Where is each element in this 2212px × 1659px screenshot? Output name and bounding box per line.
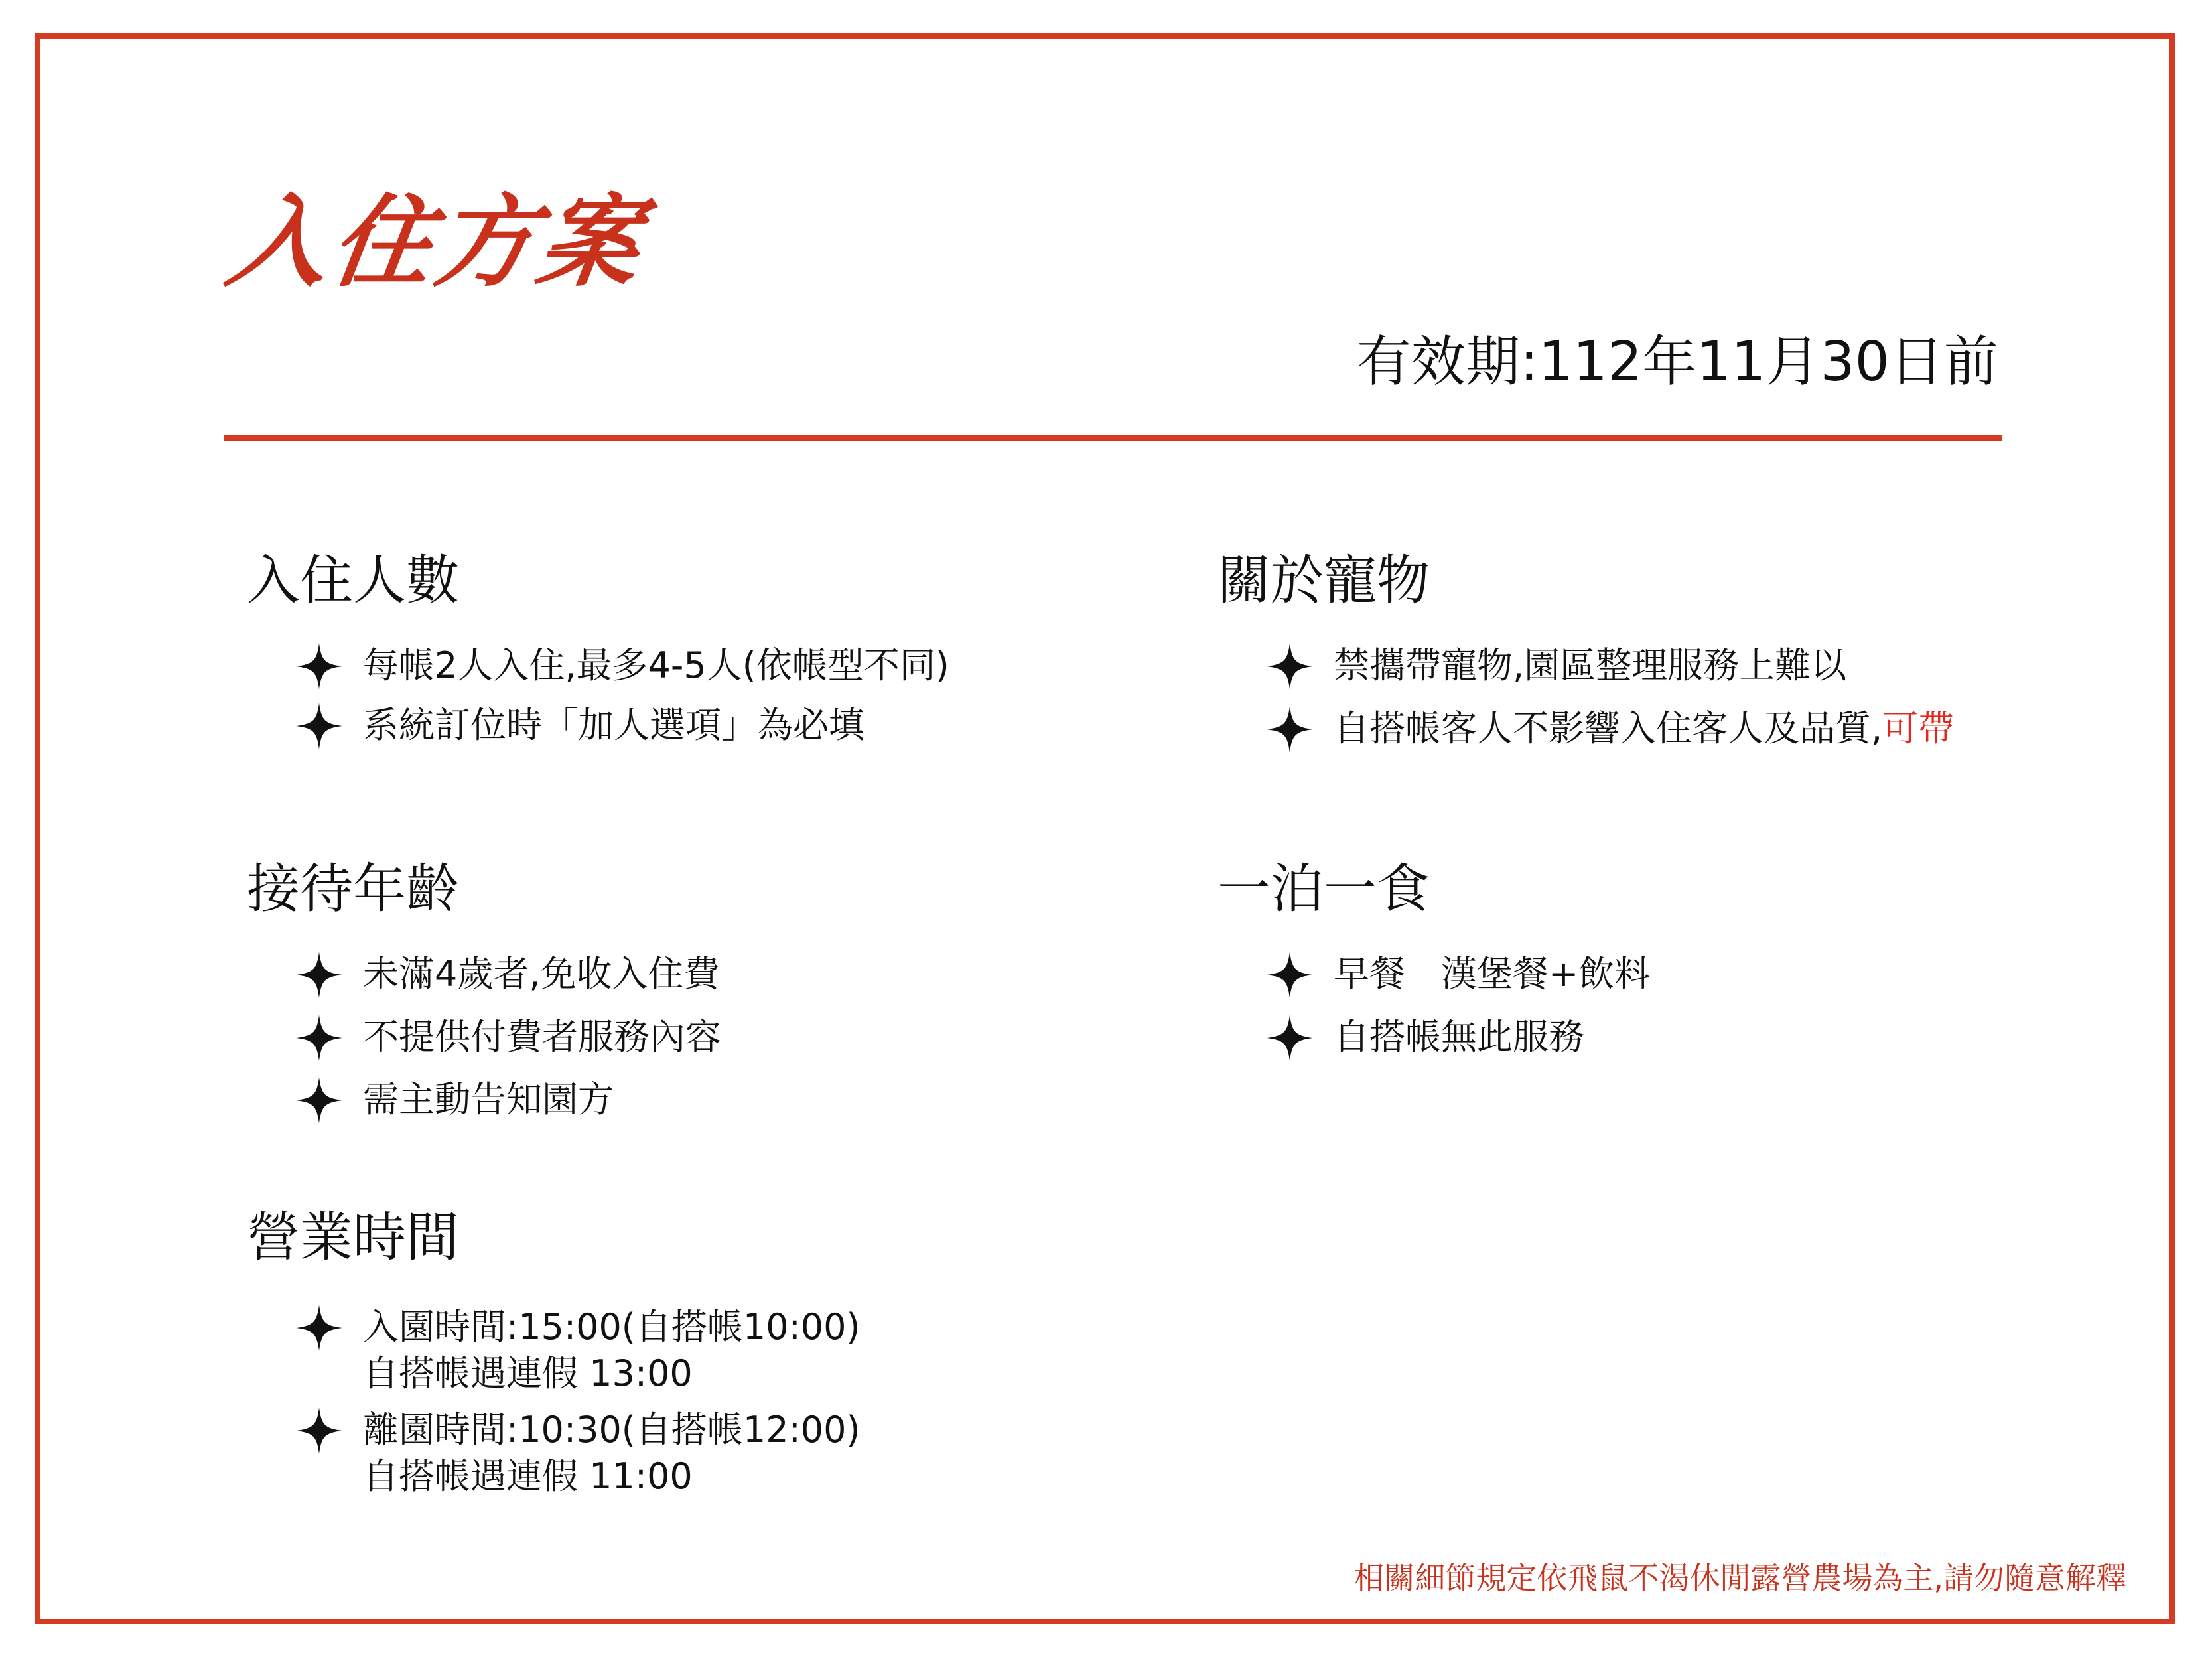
footer-note: 相關細節規定依飛鼠不渴休閒露營農場為主,請勿隨意解釋 — [1353, 1560, 2126, 1596]
list-item — [1266, 951, 1650, 999]
item-text-main: 自搭帳客人不影響入住客人及品質, — [1334, 707, 1883, 749]
list-item — [1266, 705, 1954, 753]
exit-time: 離園時間:10:30(自搭帳12:00) — [363, 1409, 861, 1451]
item-text: 禁攜帶寵物,園區整理服務上難以 — [1334, 644, 1847, 686]
entry-time-holiday: 自搭帳遇連假 13:00 — [363, 1352, 693, 1394]
item-text: 需主動告知園方 — [363, 1078, 614, 1120]
section-title-pets: 關於寵物 — [1217, 549, 1430, 611]
section-title-occupancy: 入住人數 — [247, 549, 459, 611]
section-title-meal: 一泊一食 — [1217, 858, 1430, 920]
item-text — [363, 1304, 861, 1397]
four-point-star-icon — [295, 1407, 343, 1455]
list-item — [295, 1407, 861, 1500]
list-item — [1266, 1014, 1584, 1062]
item-text: 早餐 漢堡餐+飲料 — [1334, 953, 1651, 995]
list-item — [295, 951, 720, 999]
list-item — [295, 1076, 614, 1124]
item-text: 系統訂位時「加人選項」為必填 — [363, 704, 864, 746]
four-point-star-icon — [295, 642, 343, 690]
list-item — [295, 702, 864, 750]
four-point-star-icon — [295, 1304, 343, 1352]
four-point-star-icon — [1266, 951, 1314, 999]
item-text: 每帳2人入住,最多4-5人(依帳型不同) — [363, 644, 949, 686]
four-point-star-icon — [1266, 1014, 1314, 1062]
entry-time: 入園時間:15:00(自搭帳10:00) — [363, 1306, 861, 1348]
list-item — [1266, 642, 1846, 690]
four-point-star-icon — [295, 1076, 343, 1124]
four-point-star-icon — [295, 1014, 343, 1062]
section-title-age: 接待年齡 — [247, 858, 459, 920]
pet-allowed-highlight: 可帶 — [1882, 707, 1955, 749]
item-text — [363, 1407, 861, 1500]
section-title-hours: 營業時間 — [247, 1206, 459, 1268]
list-item — [295, 642, 949, 690]
item-text: 自搭帳無此服務 — [1334, 1016, 1584, 1058]
four-point-star-icon — [295, 951, 343, 999]
list-item — [295, 1014, 721, 1062]
item-text: 不提供付費者服務內容 — [363, 1016, 721, 1058]
list-item — [295, 1304, 861, 1397]
page-title: 入住方案 — [220, 184, 652, 301]
four-point-star-icon — [1266, 705, 1314, 753]
four-point-star-icon — [295, 702, 343, 750]
title-divider — [224, 435, 2002, 441]
item-text — [1334, 705, 1954, 752]
item-text: 未滿4歲者,免收入住費 — [363, 953, 720, 995]
exit-time-holiday: 自搭帳遇連假 11:00 — [363, 1455, 693, 1497]
validity-date: 有效期:112年11月30日前 — [1357, 330, 1998, 394]
four-point-star-icon — [1266, 642, 1314, 690]
